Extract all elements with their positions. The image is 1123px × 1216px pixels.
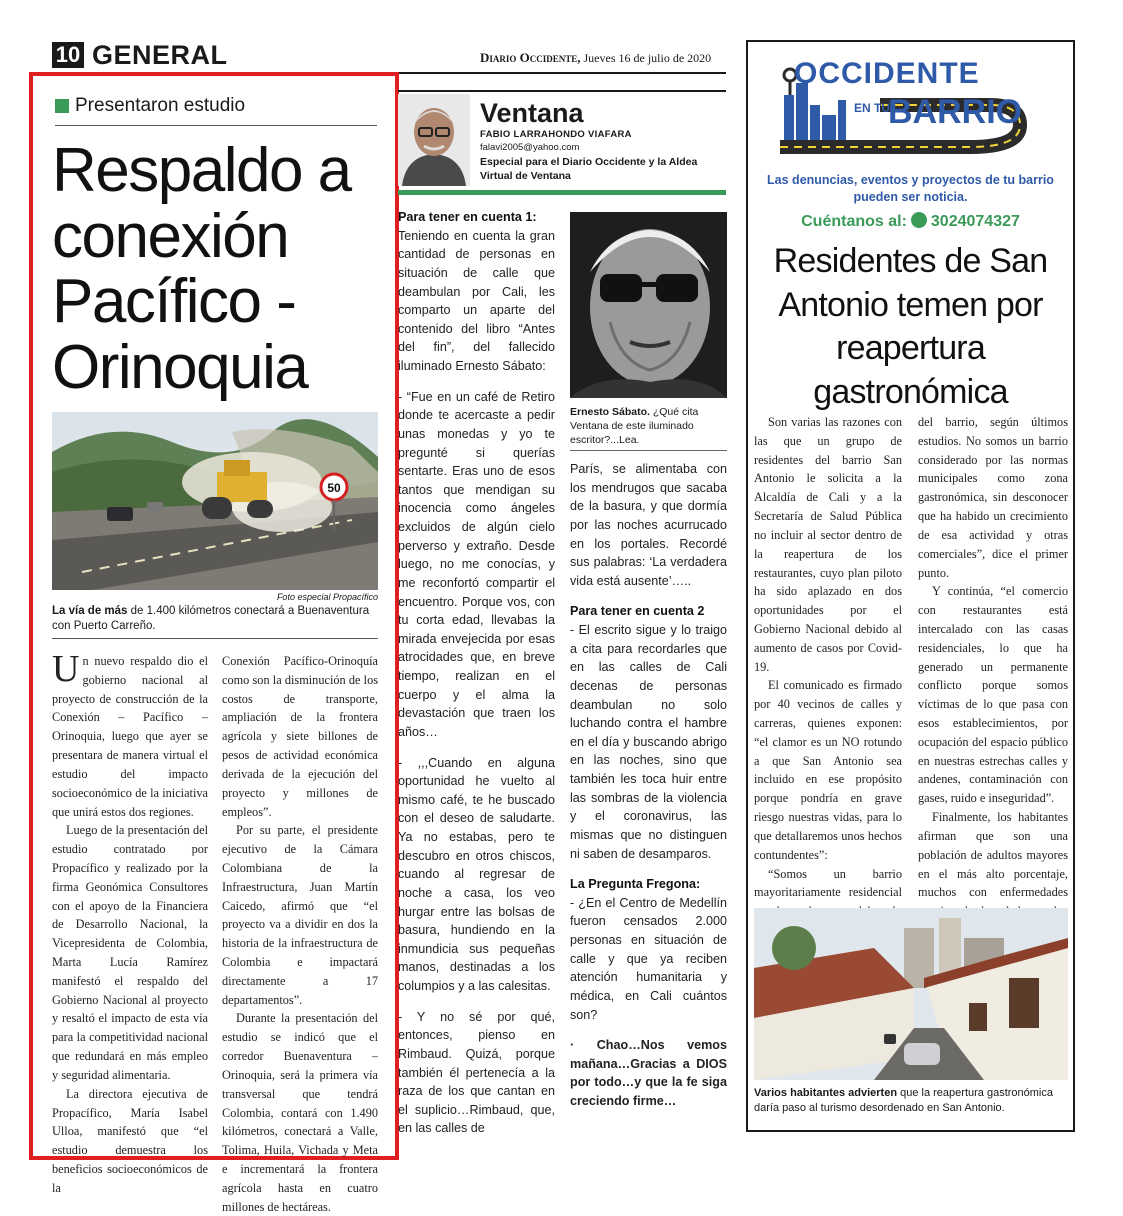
kicker-rule — [55, 125, 377, 126]
section-title: GENERAL — [92, 40, 228, 70]
paragraph-text: - El escrito sigue y lo traigo a cita para recordarles que en las calles de Cali decenas de personas deambulan no solo luchando contra el hambre en el día y buscando abrigo en las noches, sino que también les toca huir entre las sombras de la violencia y el coronavirus, las mismas que no distinguen ni saben de desamparos. — [570, 623, 727, 861]
column-paragraph — [570, 875, 727, 1024]
svg-text:50: 50 — [327, 481, 341, 495]
author-portrait — [398, 94, 470, 186]
author-email: falavi2005@yahoo.com — [480, 142, 580, 153]
logo-mid-text: EN TU — [854, 101, 890, 115]
kicker-text: Presentaron estudio — [75, 95, 246, 116]
barrio-headline: Residentes de San Antonio temen por reapertura gastronómica — [773, 242, 1048, 411]
column-subhead: Para tener en cuenta 2 — [570, 604, 705, 619]
column-paragraph: - “Fue en un café de Retiro donde te acercaste a pedir unas monedas y yo te pregunté si querías sentarte. Eras uno de esos tantos que mendigan su inocencia como ángeles excluidos de algún cielo perverso y extraño. Desde luego, no me conocías, y me reconfortó compartir el encuentro. Porque vos, con tu corta edad, llevabas la mirada envejecida por esas atrocidades que, en breve tiempo, realizan en el cuerpo y el alma la devastación que traen los años… — [398, 389, 555, 739]
column-subhead: La Pregunta Fregona: — [570, 877, 701, 892]
kicker-square-icon — [55, 99, 69, 113]
article-column-2 — [222, 652, 378, 1214]
article-headline: Respaldo a conexión Pacífico - Orinoquia — [52, 136, 351, 403]
paper-name: Diario Occidente, — [480, 50, 581, 65]
paragraph-text: - ¿En el Centro de Medellín fueron censados 2.000 personas en situación de calle y que ya reciben atención humanitaria y médica, en Cali cuántos son? — [570, 895, 727, 1022]
sabato-portrait-illustration — [570, 212, 727, 398]
article-paragraph: Son varias las razones con las que un grupo de residentes del barrio San Antonio le solicita a la Alcaldía de Cali y a la Secretaría de Salud Pública no incluir al sector dentro de la reapertura de los restaurantes, cuyo plan piloto ha sido aplazado en dos oportunidades por el Gobierno Nacional debido al aumento de casos por Covid-19. — [754, 415, 902, 674]
caption-lead: Ernesto Sábato. — [570, 406, 650, 418]
caption-text: ¿Qué cita Ventana de este iluminado escritor?...Lea. — [570, 406, 699, 447]
whatsapp-icon — [911, 212, 927, 228]
barrio-column-2 — [918, 413, 1068, 905]
column-text-2 — [570, 460, 727, 1130]
column-top-rule — [398, 90, 726, 92]
caption-rule — [52, 638, 378, 639]
caption-lead: Varios habitantes advierten — [754, 1087, 898, 1099]
article-kicker — [55, 95, 245, 117]
caption-text: que la reapertura gastronómica daría paso al turismo desordenado en San Antonio. — [754, 1087, 1053, 1114]
article-paragraph: La directora ejecutiva de Propacífico, María Isabel Ulloa, manifestó que “el estudio demuestra los beneficios socioeconómicos de la — [52, 1086, 208, 1195]
caption-lead: La vía de más — [52, 605, 128, 617]
street-photo-illustration — [754, 908, 1068, 1080]
logo-bottom-text: BARRIO — [888, 93, 1023, 131]
page-number: 10 — [52, 42, 84, 68]
occidente-barrio-logo — [770, 55, 1040, 163]
san-antonio-street-photo — [754, 908, 1068, 1080]
column-author: FABIO LARRAHONDO VIAFARA — [480, 129, 632, 140]
article-paragraph: Conexión Pacífico-Orinoquía como son la disminución de los costos de transporte, ampliación de la frontera agrícola y siete billones de pesos de actividad económica derivada de la ejecución del proyecto y millones de empleos”. — [222, 654, 378, 819]
barrio-contact — [750, 212, 1071, 231]
masthead-line — [480, 50, 711, 66]
contact-number: 3024074327 — [930, 213, 1020, 230]
barrio-column-1 — [754, 413, 902, 905]
article-paragraph: El comunicado es firmado por 40 vecinos de calles y carreras, quienes exponen: “el clamor es un NO rotundo a que San Antonio sea incluido en ese propósito porque pondría en grave riesgo nuestras vidas, para lo que detallaremos unos hechos contundentes”: — [754, 678, 902, 862]
column-paragraph — [398, 208, 555, 376]
article-column-1 — [52, 648, 208, 1195]
column-paragraph: París, se alimentaba con los mendrugos que sacaba de la basura, y que dormía por las noches acurrucado en los portales. Recordé sus palabras: ‘La verdadera vida está ausente’….. — [570, 462, 727, 588]
article-paragraph: Por su parte, el presidente ejecutivo de la Cámara Colombiana de la Infraestructura, Juan Martín Caicedo, afirmó que “el proyecto va a dividir en dos la historia de la infraestructura de Colombia e impactará directamente a 17 departamentos”. — [222, 823, 378, 1007]
column-paragraph: - Y no sé por qué, entonces, pienso en Rimbaud. Quizá, porque también él pertenecía a la raza de los que cantan en el suplicio…Rimbaud, que, en las calles de — [398, 1009, 555, 1136]
article-paragraph: Durante la presentación del estudio se indicó que el corredor Buenaventura – Orinoquia, será la primera vía transversal que tendrá Colombia, contará con 1.490 kilómetros, conectará a Valle, Tolima, Huila, Vichada y Meta e incrementará la frontera agrícola hasta en cuatro millones de hectáreas. — [222, 1011, 378, 1214]
column-title: Ventana — [480, 98, 584, 128]
road-construction-photo — [52, 412, 378, 590]
drop-cap: U — [52, 648, 80, 690]
author-portrait-illustration — [398, 94, 470, 186]
street-photo-caption — [754, 1086, 1068, 1116]
column-header-bar — [398, 190, 726, 195]
sabato-photo — [570, 212, 727, 398]
article-paragraph: “Somos un barrio mayoritariamente residencial — [754, 866, 902, 900]
column-text-1 — [398, 208, 555, 1136]
sabato-photo-caption — [570, 405, 727, 448]
road-photo-illustration — [52, 412, 378, 590]
column-paragraph — [570, 602, 727, 863]
article-paragraph: Y continúa, “el comercio con restaurantes está intercalado con las casas residenciales, lo que ha generado un permanente conflicto porque somos víctimas de lo que pasa con esos establecimientos, por ocupación del espacio público en nuestras estrechas calles y andenes, contaminación con gases, ruido e inseguridad”. — [918, 584, 1068, 806]
paragraph-text: n nuevo respaldo dio el gobierno nacional al proyecto de construcción de la Conexión – Pacífico – Orinoquia, luego que ayer se presentara de manera virtual el estudio del impacto socioeconómico de la iniciativa que unirá estos dos regiones. — [52, 654, 208, 819]
article-paragraph: Finalmente, los habitantes afirman que son una población de adultos mayores en el más alto porcentaje, muchos con enfermedades — [918, 810, 1068, 900]
contact-label: Cuéntanos al: — [801, 213, 907, 230]
article-paragraph: del barrio, según últimos estudios. No somos un barrio considerado por las normas municipales como zona gastronómica, sin desconocer que ha habido un crecimiento de esa actividad y otras comerciales”, dice el primer punto. — [918, 415, 1068, 580]
barrio-tagline: Las denuncias, eventos y proyectos de tu barrio pueden ser noticia. — [767, 173, 1054, 204]
logo-top-text: OCCIDENTE — [794, 57, 980, 90]
column-paragraph: - ,,,Cuando en alguna oportunidad he vuelto al mismo café, te he buscado con el deseo de saludarte. Ya no estabas, pero te descubro en otros chiscos, cuando al regresar de noche a casa, los veo hurgar entre las bolsas de basura, hundiendo en la inmundicia sus pequeñas manos, destinadas a los columpios y a las calesitas. — [398, 755, 555, 993]
issue-date: Jueves 16 de julio de 2020 — [583, 51, 712, 65]
column-subhead: Para tener en cuenta 1: — [398, 210, 537, 224]
column-closing: · Chao…Nos vemos mañana…Gracias a DIOS por todo…y que la fe siga creciendo firme… — [570, 1038, 727, 1108]
article-paragraph: Luego de la presentación del estudio contratado por Propacífico y realizado por la firma Geonómica Consultores con el apoyo de la Financiera de Desarrollo Nacional, la Vicepresidenta de Colombia, Marta Lucía Ramírez manifestó el respaldo del Gobierno Nacional al proyecto y resaltó el impacto de esta vía para la competitividad nacional que redundará en más empleo y seguridad alimentaria. — [52, 823, 208, 1082]
photo-credit: Foto especial Propacífico — [276, 592, 378, 602]
caption-text: de 1.400 kilómetros conectará a Buenaventura con Puerto Carreño. — [52, 605, 370, 632]
article-paragraph — [52, 648, 208, 821]
column-credit: Especial para el Diario Occidente y la Aldea Virtual de Ventana — [480, 156, 698, 182]
paragraph-text: Teniendo en cuenta la gran cantidad de personas en situación de calle que deambulan por Cali, les comparto un aparte del contenido del libro “Antes del fin”, del fallecido iluminado Ernesto Sábato: — [398, 228, 555, 373]
photo-caption — [52, 604, 378, 634]
caption-rule — [570, 450, 727, 451]
